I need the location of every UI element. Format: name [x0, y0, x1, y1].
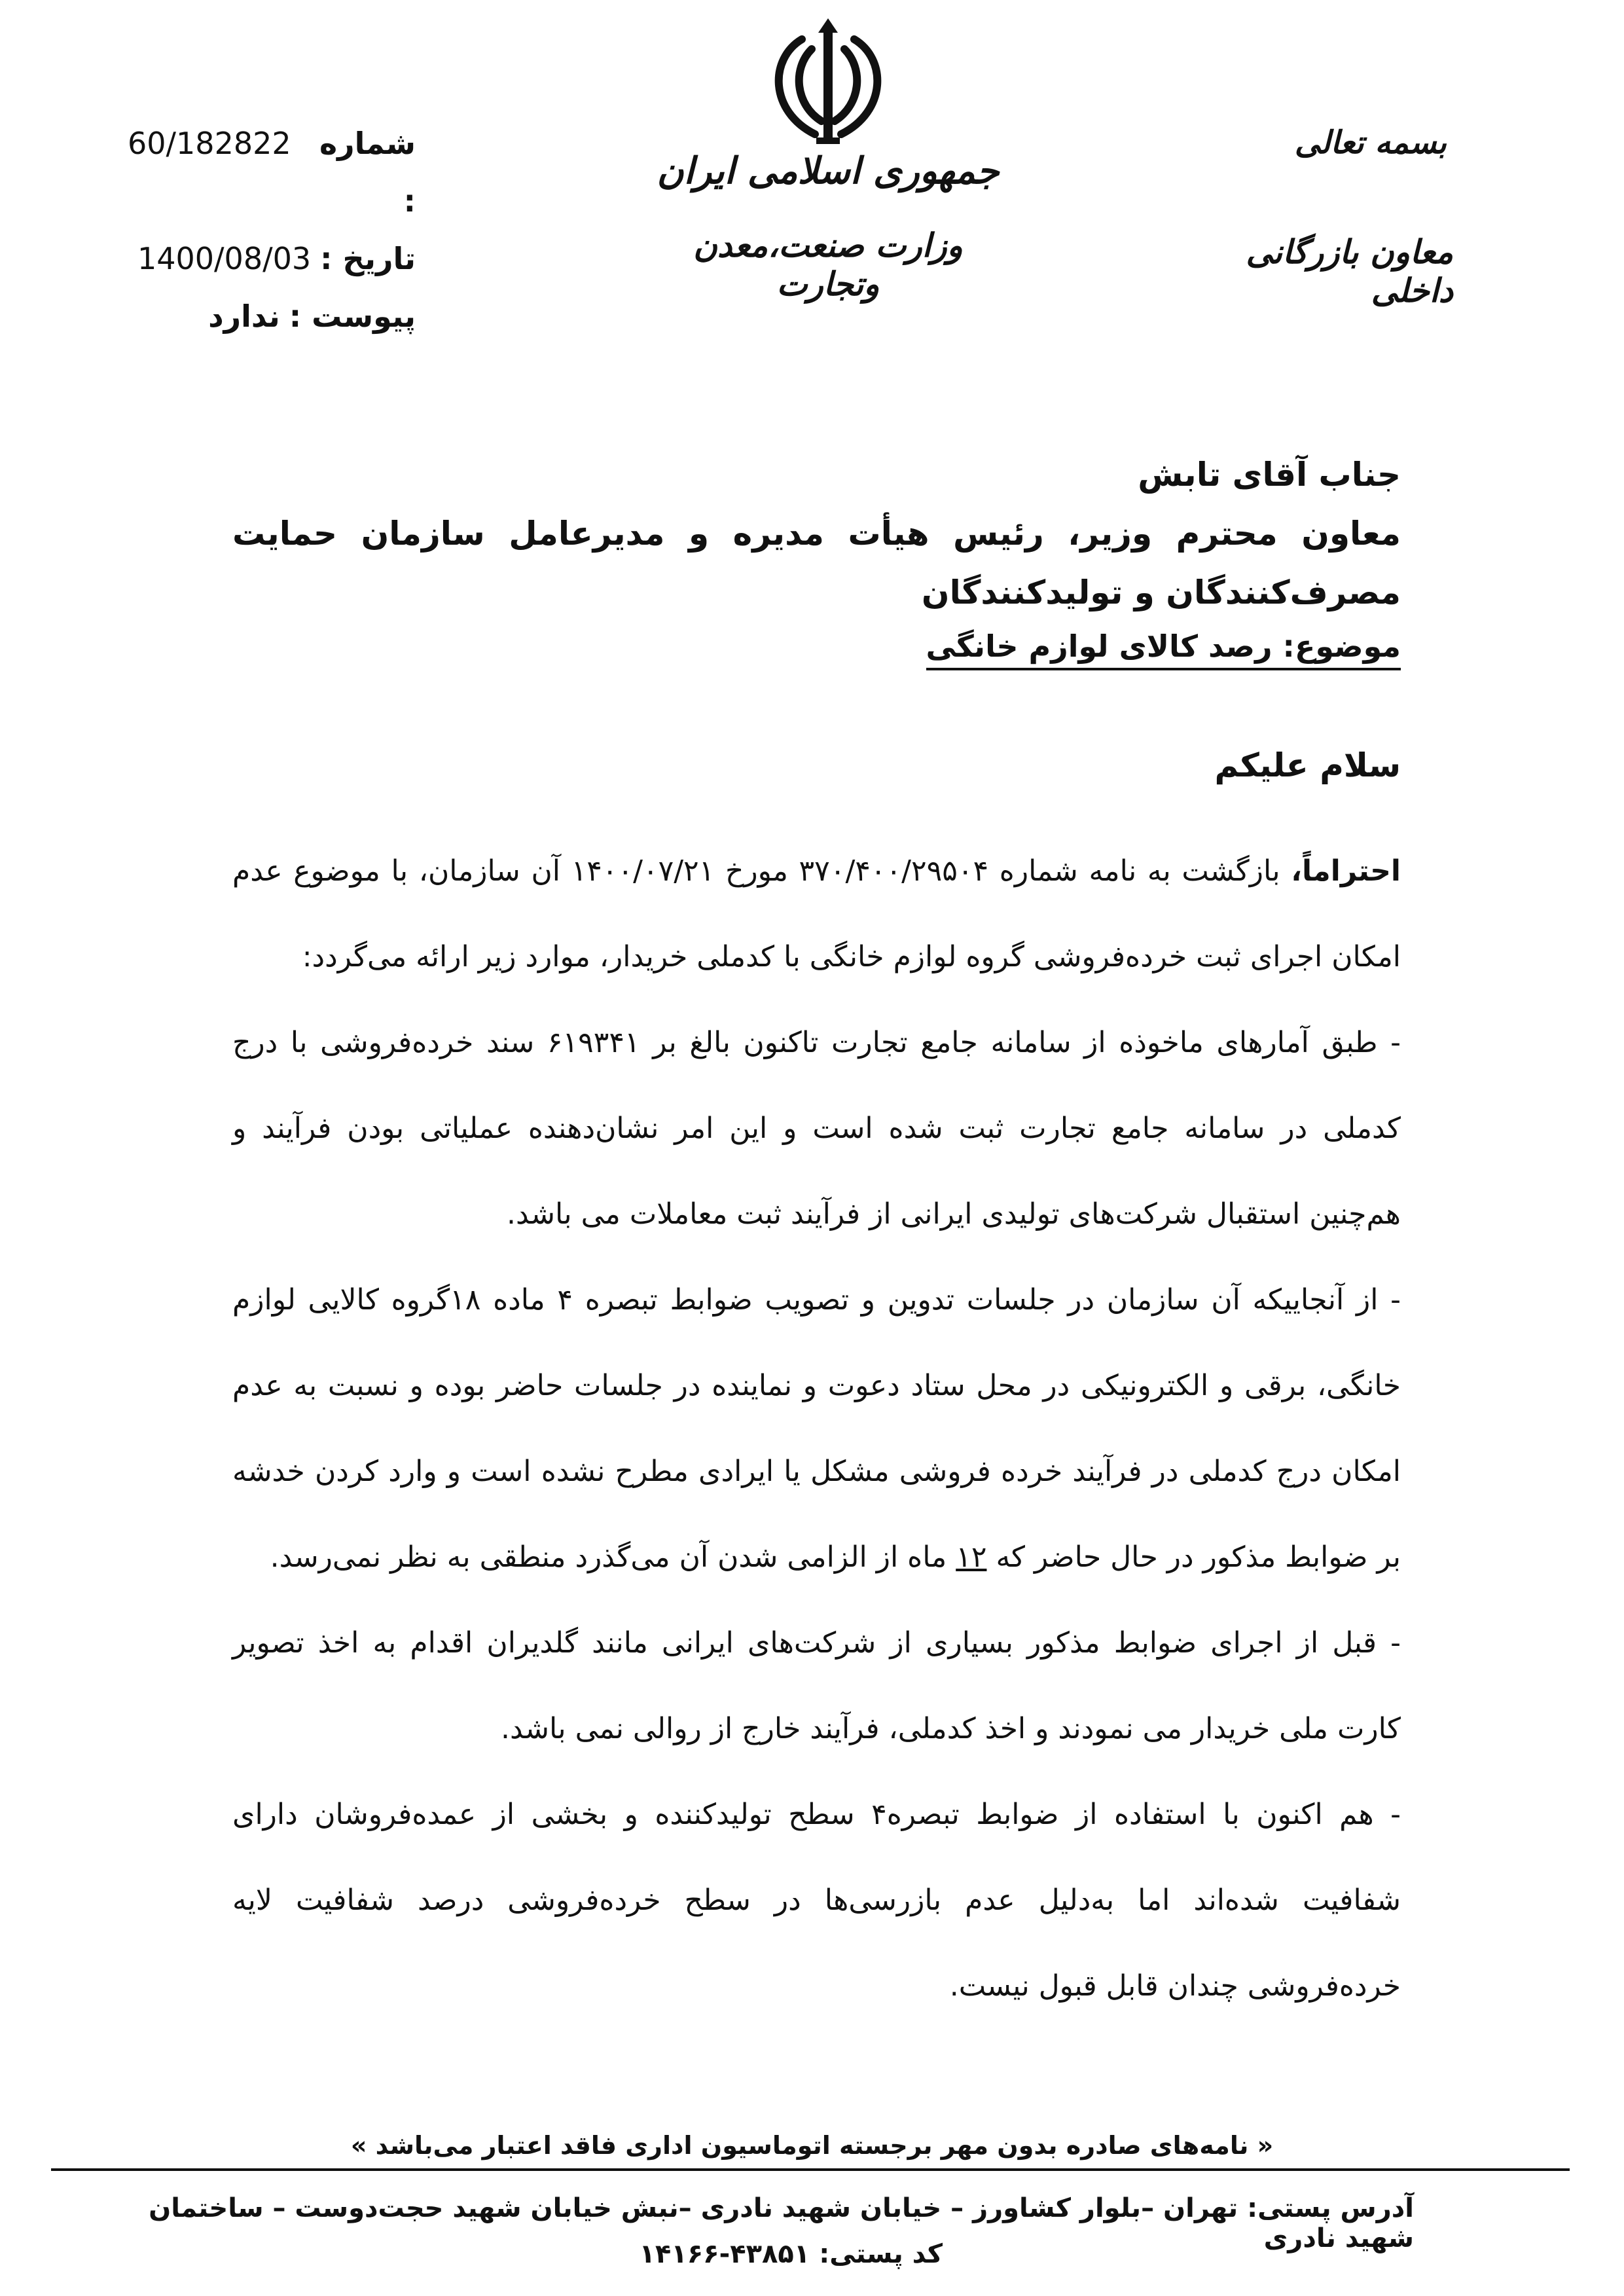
- validity-notice: « نامه‌های صادره بدون مهر برجسته اتوماسیون اداری فاقد اعتبار می‌باشد »: [350, 2131, 1274, 2160]
- number-value: 60/182822: [128, 126, 291, 161]
- date-value: 1400/08/03: [137, 241, 312, 276]
- iran-emblem-icon: [756, 13, 900, 151]
- subject-text: موضوع: رصد کالای لوازم خانگی: [926, 629, 1401, 670]
- attachment-row: [128, 287, 416, 345]
- deputy-title: معاون بازرگانی داخلی: [1246, 232, 1453, 310]
- paragraph-5: - هم اکنون با استفاده از ضوابط تبصره۴ سطح تولیدکننده و بخشی از عمده‌فروشان دارای شفافیت شده‌اند اما به‌دلیل عدم بازرسی‌ها در سطح خرده‌فروشی درصد شفافیت لایه خرده‌فروشی چندان قابل قبول نیست.: [232, 1798, 1401, 2003]
- attachment-value: ندارد: [208, 299, 280, 334]
- paragraph-2: - طبق آمارهای ماخوذه از سامانه جامع تجارت تاکنون بالغ بر ۶۱۹۳۴۱ سند خرده‌فروشی با درج کدملی در سامانه جامع تجارت ثبت شده است و این امر نشان‌دهنده عملیاتی بودن فرآیند و هم‌چنین استقبال شرکت‌های تولیدی ایرانی از فرآیند ثبت معاملات می باشد.: [232, 1026, 1401, 1231]
- footer-divider: [51, 2168, 1570, 2171]
- paragraph-1: [232, 828, 1401, 1000]
- postal-code: کد پستی: ۴۳۸۵۱-۱۴۱۶۶: [639, 2239, 943, 2269]
- recipient-title: معاون محترم وزیر، رئیس هیأت مدیره و مدیرعامل سازمان حمایت مصرف‌کنندگان و تولیدکنندگان: [232, 515, 1401, 611]
- postal-address: آدرس پستی: تهران –بلوار کشاورز – خیابان شهید نادری –نبش خیابان شهید حجت‌دوست – ساختمان شهید نادری: [149, 2193, 1414, 2253]
- number-row: [128, 115, 416, 230]
- date-label: تاریخ :: [320, 241, 416, 276]
- ministry-name: وزارت صنعت،معدن وتجارت: [693, 226, 963, 303]
- paragraph-4: - قبل از اجرای ضوابط مذکور بسیاری از شرکت‌های ایرانی مانند گلدیران اقدام به اخذ تصویر کارت ملی خریدار می نمودند و اخذ کدملی، فرآیند خارج از روالی نمی باشد.: [232, 1626, 1401, 1745]
- number-label: شماره :: [319, 126, 416, 219]
- recipient-block: [232, 445, 1401, 622]
- date-row: [128, 230, 416, 287]
- paragraph-3-text-a: - از آنجاییکه آن سازمان در جلسات تدوین و تصویب ضوابط تبصره ۴ ماده ۱۸گروه کالایی لوازم خانگی، برقی و الکترونیکی در محل ستاد دعوت و نماینده در جلسات حاضر بوده و نسبت به عدم امکان درج کدملی در فرآیند خرده فروشی مشکل یا ایرادی مطرح نشده است و وارد کردن خدشه بر ضوابط مذکور در حال حاضر که: [232, 1283, 1401, 1574]
- paragraph-3-text-b: ماه از الزامی شدن آن می‌گذرد منطقی به نظر نمی‌رسد.: [270, 1540, 956, 1574]
- paragraph-3-underlined-number: ۱۲: [956, 1540, 987, 1574]
- attachment-label: پیوست :: [289, 299, 416, 334]
- bismillah-text: بسمه تعالی: [1294, 124, 1447, 161]
- recipient-name: جناب آقای تابش: [1138, 456, 1401, 494]
- subject-line: [232, 629, 1401, 664]
- government-name: جمهوری اسلامی ایران: [657, 149, 1000, 192]
- paragraph-1-opening: احتراماً،: [1291, 854, 1401, 888]
- paragraph-3: [232, 1257, 1401, 1600]
- salutation: سلام علیکم: [1214, 746, 1401, 784]
- letter-meta: [128, 115, 416, 345]
- letter-body: [232, 828, 1401, 2029]
- paragraph-1-text: بازگشت به نامه شماره ۳۷۰/۴۰۰/۲۹۵۰۴ مورخ ۱۴۰۰/۰۷/۲۱ آن سازمان، با موضوع عدم امکان اجرای ثبت خرده‌فروشی گروه لوازم خانگی با کدملی خریدار، موارد زیر ارائه می‌گردد:: [232, 854, 1401, 974]
